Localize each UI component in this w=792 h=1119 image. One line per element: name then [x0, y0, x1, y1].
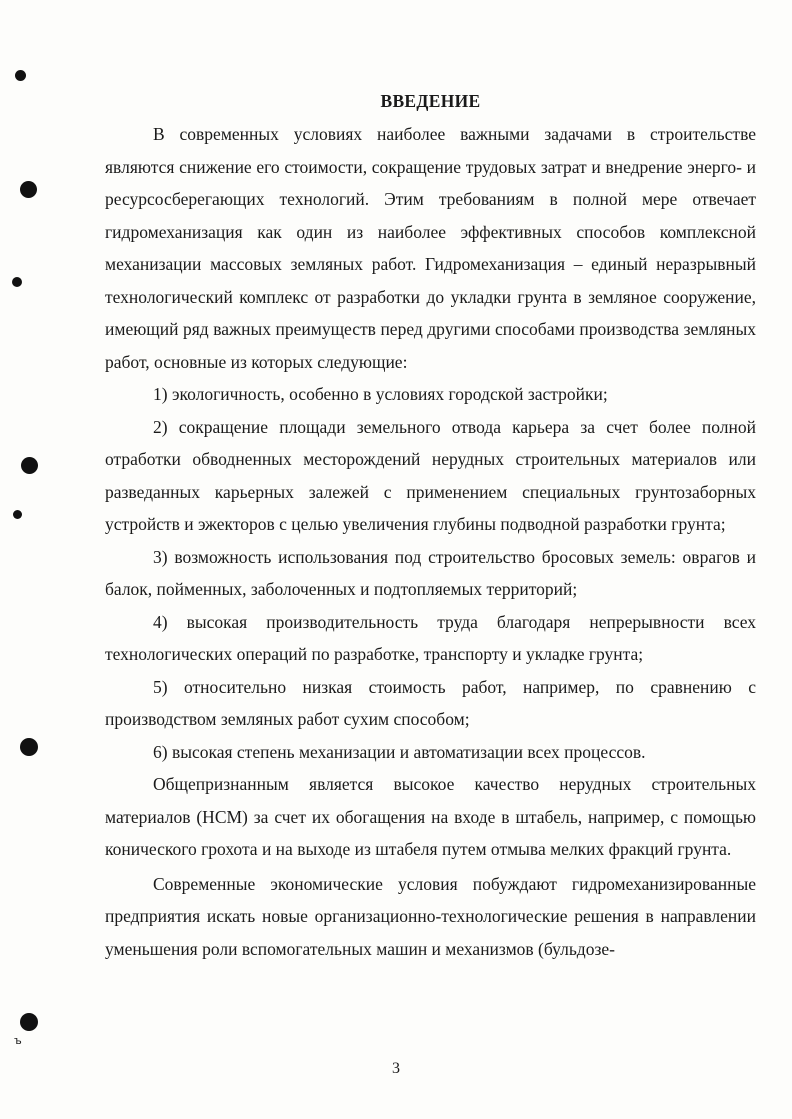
binding-hole	[20, 181, 37, 198]
list-item-4: 4) высокая производительность труда благодаря непрерывности всех технологических операций по разработке, транспорту и укладке грунта;	[105, 611, 756, 664]
list-item-1: 1) экологичность, особенно в условиях городской застройки;	[153, 384, 608, 404]
binding-hole	[20, 738, 38, 756]
binding-hole	[21, 457, 38, 474]
paragraph-intro: В современных условиях наиболее важными задачами в строительстве являются снижение его стоимости, сокращение трудовых затрат и внедрение энерго- и ресурсосберегающих технологий. Этим требованиям в полной мере отвечает гидромеханизация как один из наиболее эффективных способов комплексной механизации массовых земляных работ. Гидромеханизация – единый неразрывный технологический комплекс от разработки до укладки грунта в земляное сооружение, имеющий ряд важных преимуществ перед другими способами производства земляных работ, основные из которых следующие:	[105, 124, 756, 372]
binding-hole	[12, 277, 22, 287]
page-body	[105, 88, 756, 965]
paragraph-quality: Общепризнанным является высокое качество нерудных строительных материалов (НСМ) за счет их обогащения на входе в штабель, например, с помощью конического грохота и на выходе из штабеля путем отмыва мелких фракций грунта.	[105, 774, 756, 859]
list-item-6: 6) высокая степень механизации и автоматизации всех процессов.	[153, 741, 646, 762]
body-text	[105, 118, 756, 965]
list-item-2: 2) сокращение площади земельного отвода карьера за счет более полной отработки обводненных месторождений нерудных строительных материалов или разведанных карьерных залежей с применением специальных грунтозаборных устройств и эжекторов с целью увеличения глубины подводной разработки грунта;	[105, 416, 756, 534]
binding-hole	[20, 1013, 38, 1031]
list-item-5: 5) относительно низкая стоимость работ, например, по сравнению с производством земляных работ сухим способом;	[105, 676, 756, 729]
page-title: ВВЕДЕНИЕ	[380, 91, 481, 111]
binding-hole	[13, 510, 22, 519]
paragraph-economic: Современные экономические условия побуждают гидромеханизированные предприятия искать новые организационно-технологические решения в направлении уменьшения роли вспомогательных машин и механизмов (бульдозе-	[105, 873, 756, 959]
list-item-3: 3) возможность использования под строительство бросовых земель: оврагов и балок, пойменных, заболоченных и подтопляемых территорий;	[105, 546, 756, 599]
binding-hole	[15, 70, 26, 81]
margin-mark: ъ	[14, 1034, 22, 1047]
page-number: 3	[392, 1060, 400, 1077]
